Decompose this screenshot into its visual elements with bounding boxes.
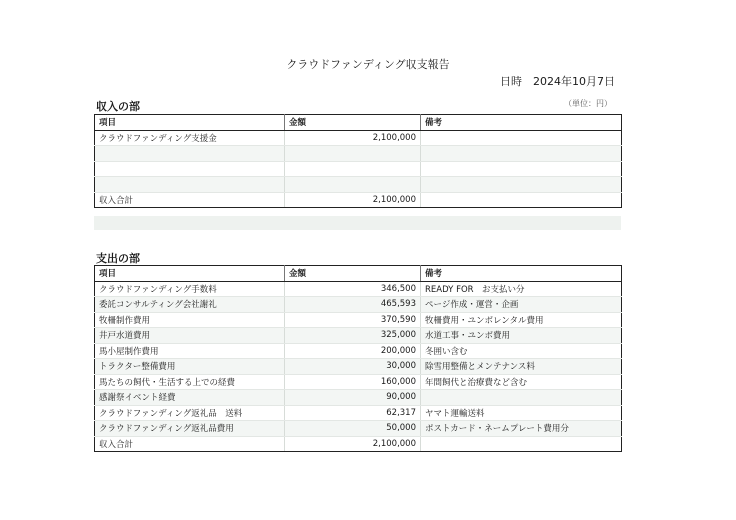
- table-row: [95, 312, 622, 328]
- note-cell: 除雪用整備とメンテナンス料: [421, 359, 622, 375]
- note-cell: ポストカード・ネームプレート費用分: [421, 421, 622, 437]
- column-header-note: 備考: [421, 266, 622, 282]
- total-note: [421, 192, 622, 208]
- section-separator: [94, 216, 621, 230]
- note-cell: READY FOR お支払い分: [421, 281, 622, 297]
- table-row: [95, 374, 622, 390]
- total-note: [421, 436, 622, 452]
- amount-cell: 465,593: [285, 297, 421, 313]
- income-table: [94, 114, 622, 208]
- item-cell: クラウドファンディング返礼品費用: [95, 421, 285, 437]
- report-title: クラウドファンディング収支報告: [286, 58, 450, 71]
- unit-note: （単位：円）: [564, 99, 612, 108]
- note-cell: ヤマト運輸送料: [421, 405, 622, 421]
- income-heading: 収入の部: [96, 100, 140, 113]
- expense-heading: 支出の部: [96, 252, 140, 265]
- amount-cell: 200,000: [285, 343, 421, 359]
- amount-cell: 325,000: [285, 328, 421, 344]
- total-label: 収入合計: [95, 436, 285, 452]
- table-row: [95, 421, 622, 437]
- amount-cell: 30,000: [285, 359, 421, 375]
- item-cell: クラウドファンディング手数料: [95, 281, 285, 297]
- note-cell: [421, 161, 622, 177]
- item-cell: 委託コンサルティング会社謝礼: [95, 297, 285, 313]
- amount-cell: 90,000: [285, 390, 421, 406]
- item-cell: [95, 177, 285, 193]
- report-date: [500, 73, 615, 89]
- note-cell: [421, 177, 622, 193]
- table-row: [95, 343, 622, 359]
- column-header-item: 項目: [95, 115, 285, 131]
- note-cell: [421, 390, 622, 406]
- item-cell: トラクター整備費用: [95, 359, 285, 375]
- note-cell: 年間飼代と治療費など含む: [421, 374, 622, 390]
- item-cell: 感謝祭イベント経費: [95, 390, 285, 406]
- note-cell: [421, 130, 622, 146]
- amount-cell: 370,590: [285, 312, 421, 328]
- item-cell: [95, 161, 285, 177]
- income-total-row: [95, 192, 622, 208]
- column-header-note: 備考: [421, 115, 622, 131]
- date-label: 日時: [500, 75, 522, 88]
- amount-cell: [285, 161, 421, 177]
- date-value: 2024年10月7日: [533, 75, 615, 88]
- table-row: [95, 177, 622, 193]
- table-row: [95, 328, 622, 344]
- table-row: [95, 146, 622, 162]
- amount-cell: 160,000: [285, 374, 421, 390]
- table-row: [95, 359, 622, 375]
- amount-cell: [285, 146, 421, 162]
- note-cell: [421, 146, 622, 162]
- table-row: [95, 281, 622, 297]
- item-cell: 井戸水道費用: [95, 328, 285, 344]
- total-amount: 2,100,000: [285, 192, 421, 208]
- note-cell: 牧柵費用・ユンボレンタル費用: [421, 312, 622, 328]
- total-amount: 2,100,000: [285, 436, 421, 452]
- expense-table: [94, 265, 622, 452]
- amount-cell: 346,500: [285, 281, 421, 297]
- total-label: 収入合計: [95, 192, 285, 208]
- table-row: [95, 390, 622, 406]
- amount-cell: 62,317: [285, 405, 421, 421]
- amount-cell: 50,000: [285, 421, 421, 437]
- item-cell: クラウドファンディング支援金: [95, 130, 285, 146]
- expense-total-row: [95, 436, 622, 452]
- column-header-amount: 金額: [285, 115, 421, 131]
- column-header-item: 項目: [95, 266, 285, 282]
- table-row: [95, 405, 622, 421]
- note-cell: 冬囲い含む: [421, 343, 622, 359]
- item-cell: クラウドファンディング返礼品 送料: [95, 405, 285, 421]
- item-cell: 牧柵制作費用: [95, 312, 285, 328]
- table-row: [95, 161, 622, 177]
- item-cell: 馬小屋制作費用: [95, 343, 285, 359]
- item-cell: 馬たちの飼代・生活する上での経費: [95, 374, 285, 390]
- expense-header-row: [95, 266, 622, 282]
- income-header-row: [95, 115, 622, 131]
- column-header-amount: 金額: [285, 266, 421, 282]
- note-cell: ページ作成・運営・企画: [421, 297, 622, 313]
- item-cell: [95, 146, 285, 162]
- amount-cell: [285, 177, 421, 193]
- amount-cell: 2,100,000: [285, 130, 421, 146]
- note-cell: 水道工事・ユンボ費用: [421, 328, 622, 344]
- table-row: [95, 297, 622, 313]
- table-row: [95, 130, 622, 146]
